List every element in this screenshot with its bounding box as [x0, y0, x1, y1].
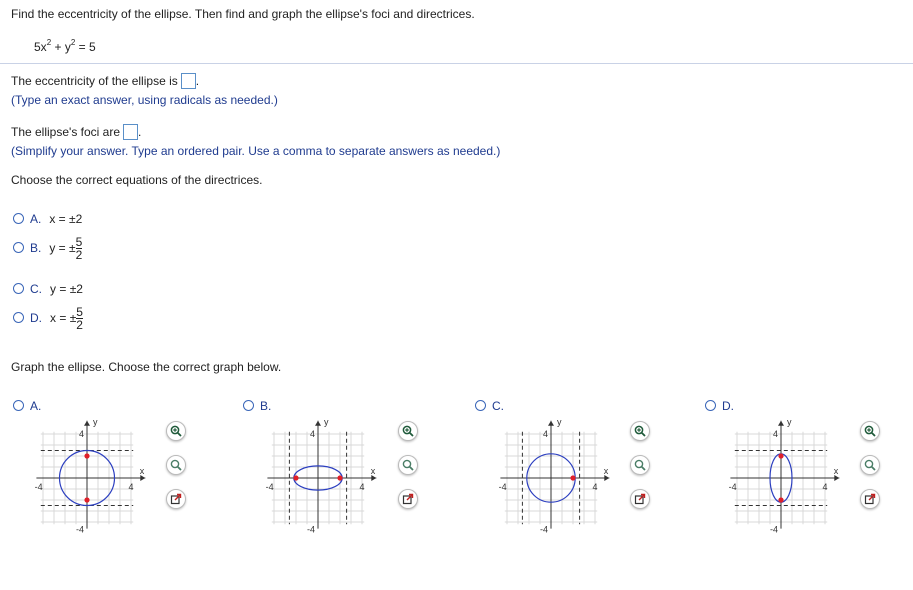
- zoom-in-icon[interactable]: [398, 421, 418, 441]
- y-tick-label: -4: [75, 524, 84, 535]
- graph-a: [32, 418, 152, 541]
- y-axis-label: y: [324, 418, 329, 428]
- graph-svg: [32, 418, 152, 538]
- x-tick-label: -4: [498, 482, 507, 492]
- y-tick-label: 4: [772, 429, 778, 439]
- x-tick-label: -4: [728, 482, 737, 492]
- radio-button[interactable]: [705, 400, 716, 411]
- eccentricity-answer-box[interactable]: [181, 73, 196, 89]
- directrix-option-c[interactable]: C. y = ±2: [13, 282, 83, 296]
- fraction: $\frac{5}{2}$: [75, 235, 83, 262]
- x-axis-label: x: [139, 466, 145, 476]
- focus-point: [778, 497, 783, 502]
- graph-prompt: Graph the ellipse. Choose the correct graph below.: [11, 360, 282, 374]
- focus-point: [778, 453, 783, 458]
- foci-label: The ellipse's foci are: [11, 125, 121, 139]
- eccentricity-label: The eccentricity of the ellipse is: [11, 74, 178, 88]
- x-tick-label: 4: [359, 482, 365, 492]
- directrix-option-b[interactable]: B. y = ± $\frac{5}{2}$: [13, 237, 82, 261]
- question-equation: $5x^2 + y^2 = 5$: [34, 38, 96, 54]
- directrix-option-d[interactable]: D. x = ± $\frac{5}{2}$: [13, 307, 83, 331]
- directrices-prompt: Choose the correct equations of the directrices.: [11, 173, 263, 187]
- graph-option-c[interactable]: C.: [475, 399, 504, 413]
- y-axis-arrow: [315, 421, 321, 426]
- header-divider: [0, 63, 913, 64]
- focus-point: [293, 475, 298, 480]
- focus-point: [84, 497, 89, 502]
- x-tick-label: 4: [822, 482, 828, 492]
- directrix-option-a[interactable]: A. x = ±2: [13, 212, 82, 226]
- zoom-in-icon[interactable]: [630, 421, 650, 441]
- graph-option-b[interactable]: B.: [243, 399, 271, 413]
- zoom-in-icon[interactable]: [166, 421, 186, 441]
- radio-button[interactable]: [13, 242, 24, 253]
- popout-icon[interactable]: [398, 489, 418, 509]
- radio-button[interactable]: [475, 400, 486, 411]
- y-tick-label: 4: [309, 429, 315, 439]
- graph-option-d[interactable]: D.: [705, 399, 734, 413]
- y-tick-label: -4: [306, 524, 315, 535]
- popout-icon[interactable]: [860, 489, 880, 509]
- y-axis-label: y: [787, 418, 792, 428]
- fraction: $\frac{5}{2}$: [76, 305, 83, 332]
- x-tick-label: -4: [34, 482, 43, 492]
- zoom-out-icon[interactable]: [166, 455, 186, 475]
- popout-icon[interactable]: [166, 489, 186, 509]
- y-tick-label: -4: [769, 524, 778, 535]
- x-tick-label: 4: [592, 482, 598, 492]
- zoom-out-icon[interactable]: [630, 455, 650, 475]
- foci-hint: (Simplify your answer. Type an ordered pair. Use a comma to separate answers as needed.): [11, 144, 501, 158]
- x-axis-label: x: [603, 466, 609, 476]
- y-tick-label: -4: [539, 524, 548, 535]
- radio-button[interactable]: [13, 283, 24, 294]
- x-tick-label: -4: [265, 482, 274, 492]
- graph-svg: [263, 418, 383, 538]
- y-axis-arrow: [84, 421, 90, 426]
- y-axis-label: y: [557, 418, 562, 428]
- foci-row: The ellipse's foci are .: [11, 125, 142, 139]
- y-axis-label: y: [93, 418, 98, 428]
- radio-button[interactable]: [13, 312, 24, 323]
- graph-d: [726, 418, 846, 541]
- graph-option-a[interactable]: A.: [13, 399, 41, 413]
- zoom-in-icon[interactable]: [860, 421, 880, 441]
- y-axis-arrow: [778, 421, 784, 426]
- graph-c: [496, 418, 616, 541]
- x-axis-label: x: [370, 466, 376, 476]
- question-instruction: Find the eccentricity of the ellipse. Then find and graph the ellipse's foci and directrices.: [11, 7, 475, 21]
- popout-icon[interactable]: [630, 489, 650, 509]
- graph-svg: [726, 418, 846, 538]
- foci-answer-box[interactable]: [123, 124, 138, 140]
- focus-point: [84, 453, 89, 458]
- graph-b: [263, 418, 383, 541]
- x-axis-label: x: [833, 466, 839, 476]
- focus-point: [570, 475, 575, 480]
- y-axis-arrow: [548, 421, 554, 426]
- zoom-out-icon[interactable]: [860, 455, 880, 475]
- radio-button[interactable]: [13, 400, 24, 411]
- y-tick-label: 4: [542, 429, 548, 439]
- eccentricity-row: The eccentricity of the ellipse is .: [11, 74, 200, 88]
- graph-svg: [496, 418, 616, 538]
- y-tick-label: 4: [78, 429, 84, 439]
- x-tick-label: 4: [128, 482, 134, 492]
- eccentricity-hint: (Type an exact answer, using radicals as needed.): [11, 93, 278, 107]
- radio-button[interactable]: [13, 213, 24, 224]
- focus-point: [337, 475, 342, 480]
- zoom-out-icon[interactable]: [398, 455, 418, 475]
- radio-button[interactable]: [243, 400, 254, 411]
